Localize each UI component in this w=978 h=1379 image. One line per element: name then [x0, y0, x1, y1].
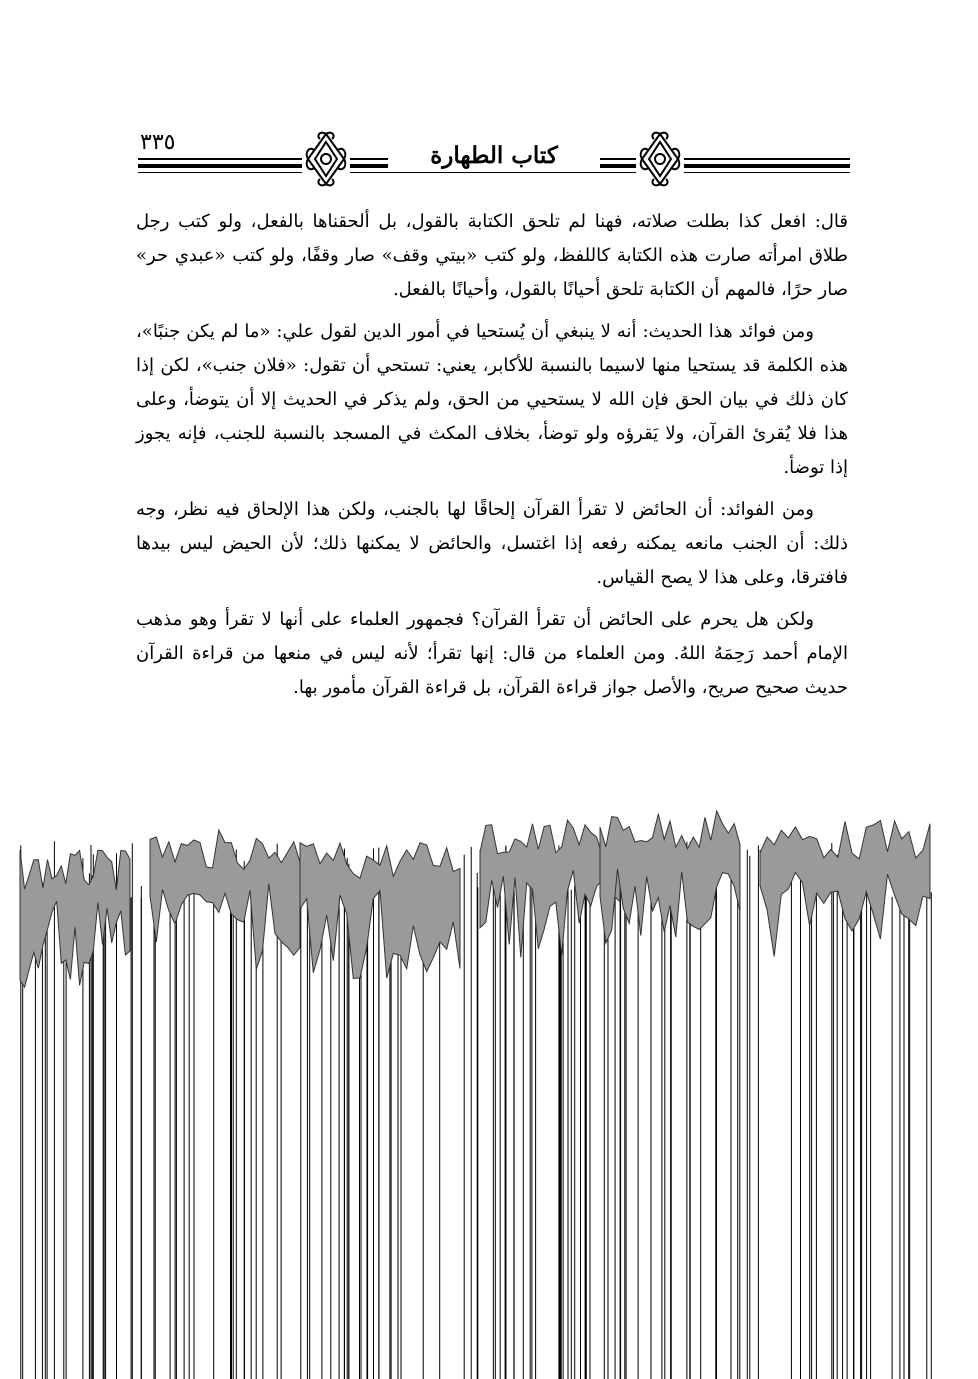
scan-smear — [20, 850, 130, 987]
page-number: ٣٣٥ — [140, 130, 176, 155]
header-rule-thin — [138, 172, 850, 173]
paragraph-1: قال: افعل كذا بطلت صلاته، فهنا لم تلحق الكتابة بالقول، بل ألحقناها بالفعل، ولو كتب رجل طلاق امرأته صارت هذه الكتابة كاللفظ، ولو كتب «بيتي وقف» صار وقفًا، ولو كتب «عبدي حر» صار حرًا، فالمهم أن الكتابة تلحق أحيانًا بالقول، وأحيانًا بالفعل. — [136, 211, 848, 300]
page-body-text — [136, 205, 848, 705]
ornament-right-icon — [636, 130, 684, 188]
scan-smear — [480, 820, 620, 957]
paragraph-4: ولكن هل يحرم على الحائض أن تقرأ القرآن؟ فجمهور العلماء على أنها لا تقرأ وهو مذهب الإمام أحمد رَحِمَهُ اللهُ. ومن العلماء من قال: إنها تقرأ؛ لأنه ليس في منعها من قراءة القرآن حديث صحيح صريح، والأصل جواز قراءة القرآن، بل قراءة القرآن مأمور بها. — [136, 609, 848, 698]
running-header — [138, 128, 850, 192]
ornament-left-icon — [302, 130, 350, 188]
paragraph-3: ومن الفوائد: أن الحائض لا تقرأ القرآن إلحاقًا لها بالجنب، ولكن هذا الإلحاق فيه نظر، وجه ذلك: أن الجنب مانعه يمكنه رفعه إذا اغتسل، والحائض لا يمكنها ذلك؛ لأن الحيض ليس بيدها فافترقا، وعلى هذا لا يصح القياس. — [136, 499, 848, 588]
scan-damage-area — [0, 780, 978, 1379]
chapter-title: كتاب الطهارة — [388, 142, 600, 169]
scan-smear — [300, 843, 460, 979]
paragraph-2: ومن فوائد هذا الحديث: أنه لا ينبغي أن يُستحيا في أمور الدين لقول علي: «ما لم يكن جنبًا»، هذه الكلمة قد يستحيا منها لاسيما بالنسبة للأكابر، يعني: تستحي أن تقول: «فلان جنب»، لكن إذا كان ذلك في بيان الحق فإن الله لا يستحيي من الحق، ولم يذكر في الحديث إلا أن يتوضأ، وعلى هذا فلا يُقرئ القرآن، ولا يَقرؤه ولو توضأ، بخلاف المكث في المسجد بالنسبة للجنب، فإنه يجوز إذا توضأ. — [136, 321, 848, 478]
